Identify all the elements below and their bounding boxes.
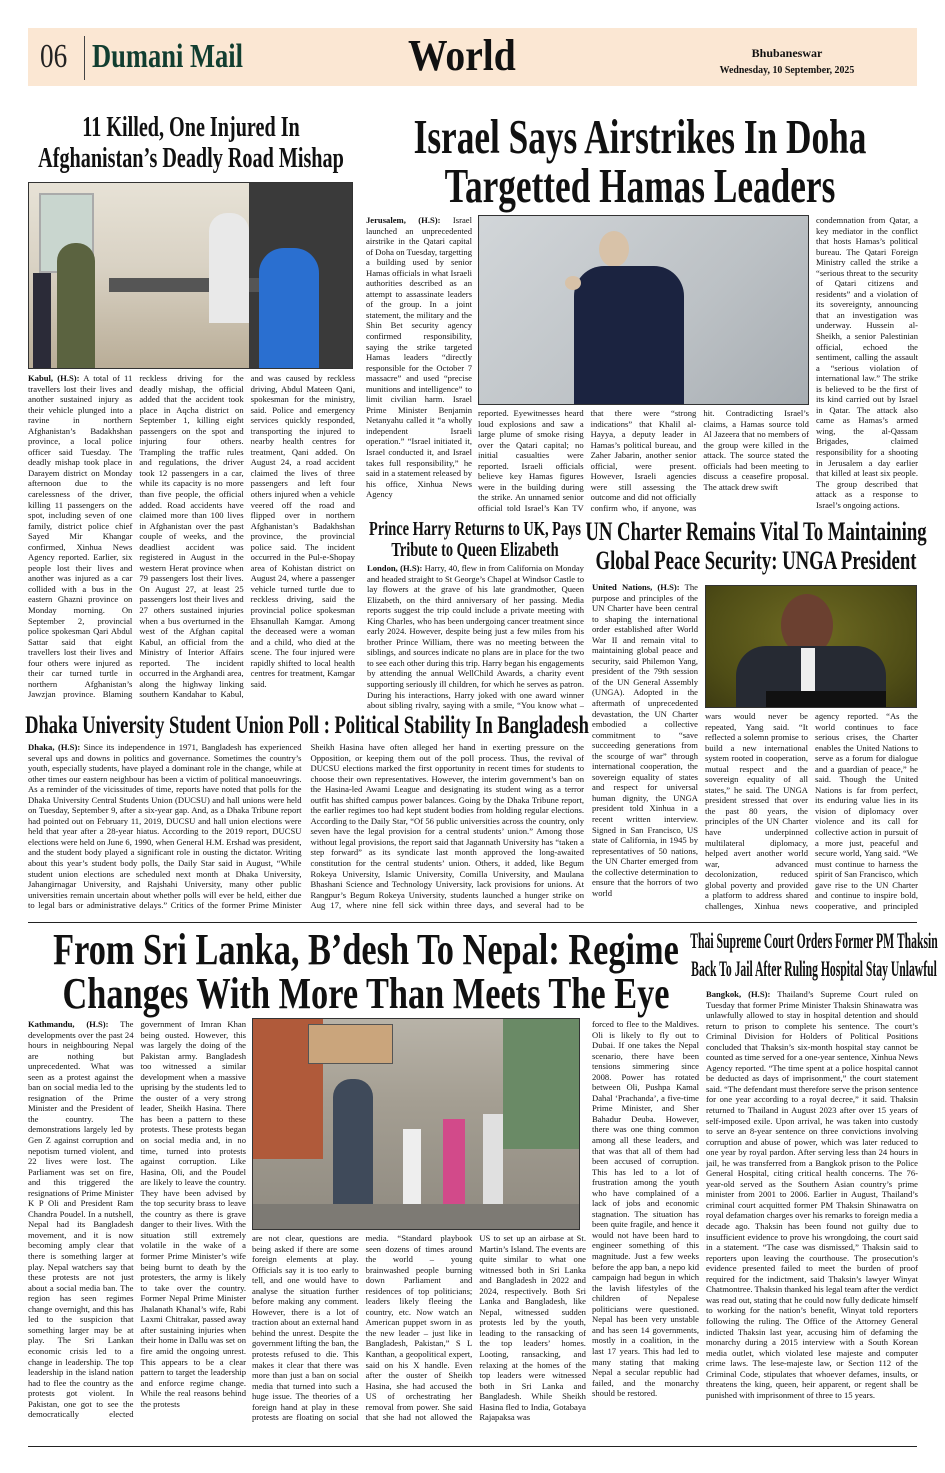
israel-article-body-2 (478, 408, 809, 517)
headline-line: Israel Says Airstrikes In Doha (413, 109, 866, 164)
unga-president-photo (705, 585, 917, 708)
dateline: Kathmandu, (H.S): (28, 1019, 109, 1029)
harry-article-body (367, 563, 584, 711)
dhaka-headline (24, 712, 589, 741)
headline-line: UN Charter Remains Vital To Maintaining (584, 517, 927, 546)
headline-line: From Sri Lanka, B’desh To Nepal: Regime (52, 925, 679, 974)
un-article-body-2 (705, 711, 918, 918)
dateline: Bangkok, (H.S): (706, 989, 771, 999)
page-number: 06 (40, 38, 68, 75)
edition-date: Wednesday, 10 September, 2025 (719, 64, 855, 76)
thai-headline (689, 928, 938, 986)
section-title: World (408, 31, 516, 80)
afghan-accident-photo (28, 182, 353, 369)
article-text: are not clear, questions are being asked if there are some foreign elements at play. Officials say it is too early to tell, and one would have to analyse the situation further before making any comment. However, there is a lot of traction about an external hand behind the unrest. Despite the government lifting the ban, the protests refused to die. This makes it clear that there was more than just a ban on social media that turned into such a huge issue. The theories of a foreign hand at play in these protests are floating on social media. “Standard playbook seen dozens of times around the world – young brainwashed people burning down Parliament and residences of top politicians; leaders likely fleeing the country, etc. Now watch an American puppet sworn in as the new leader – just like in Bangladesh, Pakistan,” S L Kanthan, a geopolitical expert, said on his X handle. Even after the ouster of Sheikh Hasina, she had accused the US of orchestrating her removal from power. She said that she had not allowed the US to set up an airbase at St. Martin’s Island. The events are quite similar to what one witnessed both in Sri Lanka and Bangladesh in 2022 and 2024, respectively. Both Sri Lanka and Bangladesh, like Nepal, witnessed sudden protests led by the youth, leading to the ransacking of the top leaders’ homes. Looting, ransacking, and relaxing at the homes of the top leaders were witnessed both in Sri Lanka and Bangladesh. While Sheikh Hasina fled to India, Gotabaya Rajapaksa was (252, 1233, 586, 1423)
nepal-article-body-1 (28, 1019, 246, 1435)
afghan-headline (28, 114, 353, 178)
israel-article-body-3 (816, 215, 918, 517)
un-headline (584, 517, 927, 577)
article-text: wars would never be repeated, Yang said. “It reflected a solemn promise to build a new international system rooted in cooperation, mutual respect and the sovereign equality of all states,” he said. The UNGA president stressed that over the past 80 years, the principles of the UN Charter have underpinned multilateral diplomacy, helped avert another world war, advanced decolonization, reduced global poverty and provided a platform to address shared challenges, Xinhua news agency reported. “As the world continues to face serious crises, the Charter enables the United Nations to serve as a forum for dialogue and a guardian of peace,” he said. Though the United Nations is far from perfect, its enduring value lies in its vision of diplomacy over violence and its call for collective action in pursuit of a more just, peaceful and secure world, Yang said. “We must continue to harness the spirit of San Francisco, which gave rise to the UN Charter and continue to inspire bold, cooperative, and principled (705, 711, 918, 911)
article-text: condemnation from Qatar, a key mediator in the conflict that hosts Hamas’s political bureau. The Qatari Foreign Ministry called the strike a “serious threat to the security of Qatari citizens and residents” and a violation of its sovereignty, announcing that an investigation was underway. Hussein al-Sheikh, a senior Palestinian official, echoed the sentiment, calling the assault a “serious violation of international law.” The strike is believed to be the first of its kind carried out by Israel in Qatar. The attack also came as Hamas’s armed wing, the al-Qassam Brigades, claimed responsibility for a shooting in Jerusalem a day earlier that killed at least six people. The group described that attack as a response to Israel’s ongoing actions. (816, 215, 918, 510)
afghan-article-body (28, 373, 355, 711)
dateline: Dhaka, (H.S): (28, 742, 81, 752)
newspaper-name: Dumani Mail (92, 38, 244, 75)
thai-article-body (706, 989, 918, 1437)
bottom-rule (28, 1446, 917, 1447)
masthead (28, 28, 917, 86)
nepal-protest-photo (252, 1018, 580, 1230)
article-text: forced to flee to the Maldives. Oli is likely to fly out to Dubai. If one takes the Nepal scenario, there have been tensions simmering since 2008. Power has rotated between Oli, Pushpa Kamal Dahal ‘Prachanda’, a five-time Prime Minister, and Sher Bahadur Deuba. However, there was one thing common among all these leaders, and that was that all of them had been accused of corruption. This has led to a lot of frustration among the youth who have complained of a lack of jobs and economic stagnation. The situation has been quite fragile, and hence it would not have been hard to engineer something of this magnitude. Just a few weeks before the app ban, a nepo kid campaign had begun in which the lavish lifestyles of the children of Nepalese politicians were questioned. Nepal has been very unstable and has seen 14 governments, mostly in a coalition, in the last 17 years. This had led to many stating that making Nepal a secular republic had failed, and the monarchy should be restored. (592, 1019, 699, 1399)
article-text: The developments over the past 24 hours in neighbouring Nepal are nothing but unprecedented. What was seen as a protest against the ban on social media led to the resignation of the Prime Minister and the President of the country. The demonstrations largely led by Gen Z against corruption and nepotism turned violent, and 22 lives were lost. The Parliament was set on fire, and this triggered the resignations of Prime Minister K P Oli and President Ram Chandra Poudel. In a nutshell, Nepal had its Bangladesh movement, and it is now becoming amply clear that there is something larger at play. Nepal watchers say that these protests are not just about a social media ban. The region has seen regimes change overnight, and this has led to the suspicion that something larger may be at play. The Sri Lankan economic crisis led to a change in leadership. The top leadership in the island nation had to flee the country as the protests got violent. In Pakistan, one got to see the democratically elected government of Imran Khan being ousted. However, this was largely the doing of the Pakistan army. Bangladesh too witnessed a similar development when a massive uprising by the students led to the ouster of a very strong leader, Sheikh Hasina. There has been a pattern to these protests. These protests began on social media and, in no time, turned into protests against corruption. Like Hasina, Oli, and the Poudel are likely to leave the country. They have been advised by the top security brass to leave the country as there is grave danger to their lives. With the situation still extremely volatile in the wake of a former Prime Minister’s wife being burnt to death by the protesters, the army is likely to take over the country. Former Nepal Prime Minister Jhalanath Khanal’s wife, Rabi Laxmi Chitrakar, passed away after sustaining injuries when their home in Dallu was set on fire amid the ongoing unrest. This appears to be a clear pattern to target the leadership and enforce regime change. While the real reasons behind the protests (28, 1019, 246, 1420)
headline-line: Prince Harry Returns to UK, Pays (368, 518, 581, 540)
dhaka-article-body (28, 742, 584, 919)
article-text: The purpose and principles of the UN Charter have been central to shaping the international order established after World War II and remain vital to maintaining global peace and security, said Philemon Yang, president of the 79th session of the UN General Assembly (UNGA). Adopted in the aftermath of unprecedented devastation, the UN Charter embodied a collective commitment to “save succeeding generations from the scourge of war” through international cooperation, the sovereign equality of states and respect for universal human dignity, the UNGA president told Xinhua in a recent written interview. Signed in San Francisco, US state of California, in 1945 by representatives of 50 nations, the UN Charter emerged from the collective determination to ensure that the horrors of two world (592, 582, 698, 898)
dateline: Kabul, (H.S): (28, 373, 80, 383)
article-text: Harry, 40, flew in from California on Monday and headed straight to St George’s Chapel at Windsor Castle to lay flowers at the grave of his late grandmother, Queen Elizabeth, on the third anniversary of her passing. Media reports suggest the trip could include a private meeting with King Charles, who has been undergoing cancer treatment since early 2024. However, despite being just a few miles from his brother Prince William, there was no meeting between the siblings, and sources indicate no plans are in place for the two to see each other during this trip. Harry began his engagements by attending the annual WellChild Awards, a charity event supporting seriously ill children, for which he serves as patron. During his interactions, Harry joked with one award winner about sibling rivalry, saying with a smile, “You know what – (367, 563, 584, 711)
section-divider (28, 922, 917, 923)
harry-headline (362, 519, 587, 561)
netanyahu-photo (478, 215, 809, 405)
masthead-divider (84, 36, 85, 80)
article-text: Thailand’s Supreme Court ruled on Tuesday that former Prime Minister Thaksin Shinawatra was unlawfully allowed to stay in hospital detention and should return to prison to complete his sentence. The court’s Criminal Division for Holders of Political Positions concluded that Thaksin’s six-month hospital stay cannot be counted as time served for a one-year sentence, Xinhua News Agency reported. “The time spent at a police hospital cannot be deducted as days of imprisonment,” the court statement said. “The defendant must therefore serve the prison sentence for one year according to a royal decree,” it said. Thaksin returned to Thailand in August 2023 after over 15 years of self-imposed exile. Upon arrival, he was taken into custody to serve an 8-year sentence on three convictions involving corruption and abuse of power, which was later reduced to one year by royal pardon. After serving less than 24 hours in jail, he was transferred from a Bangkok prison to the Police General Hospital, citing critical health concerns. The 76-year-old served as the Southern Asian country’s prime minister from 2001 to 2006. Earlier in August, Thailand’s criminal court acquitted former PM Thaksin Shinawatra on royal defamation charges over his remarks to foreign media a decade ago. Thaksin has been found not guilty due to insufficient evidence to prove his wrongdoing, the court said in a statement. “The case was dismissed,” Thaksin said to reporters upon leaving the courthouse. The prosecution’s evidence presented failed to meet the burden of proof required for the indictment, said Thaksin’s lawyer Winyat Chatmontree. Thaksin thanked his legal team after the verdict was read out, stating that he could now fully dedicate himself to working for the nation’s benefit, Winyat told reporters following the ruling. The Office of the Attorney General indicted Thaksin last year, accusing him of defaming the monarchy during a 2015 interview with a South Korean media outlet, which violated lese majeste and computer crime laws. The lese-majeste law, or Section 112 of the Criminal Code, stipulates that whoever defames, insults, or threatens the king, queen, heir apparent, or regent shall be punished with imprisonment of three to 15 years. (706, 989, 918, 1400)
headline-line: Back To Jail After Ruling Hospital Stay Unlawful (690, 956, 937, 981)
dateline: United Nations, (H.S): (592, 582, 680, 592)
headline-line: Afghanistan’s Deadly Road Mishap (37, 143, 344, 174)
article-text: A total of 11 travellers lost their lives and another sustained injury as their vehicle plunged into a ravine in northern Afghanistan’s Badakhshan province, a local police officer said Tuesday. The deadly mishap took place in Darayem district on Monday afternoon due to the carelessness of the driver, killing 11 passengers on the spot, including seven of one family, district police chief Sayed Mir Khangar confirmed, Xinhua News Agency reported. Earlier, six people lost their lives and another was injured as a car collided with a bus in the eastern Ghazni province on Monday morning. On September 2, provincial police spokesman Qari Abdul Sattar said that eight travellers lost their lives and four others were injured as their car turned turtle in northern Afghanistan’s Jawzjan province. Blaming reckless driving for the deadly mishap, the official added that the accident took place in Aqcha district on September 1, killing eight passengers on the spot and injuring four others. Trampling the traffic rules and regulations, the driver took 12 passengers in a car, while its capacity is no more than five people, the official added. Road accidents have claimed more than 100 lives in Afghanistan over the past couple of weeks, and the deadliest accident was registered in August in the western Herat province when 79 passengers lost their lives. On August 27, at least 25 passengers lost their lives and 27 others sustained injuries when a bus overturned in the west of the Afghan capital Kabul, an official from the Ministry of Interior Affairs reported. The incident occurred in the Arghandi area, along the highway linking southern Kandahar to Kabul, and was caused by reckless driving, Abdul Mateen Qani, spokesman for the ministry, said. Police and emergency services quickly responded, transporting the injured to nearby health centres for treatment, Qani added. On August 24, a road accident claimed the lives of three passengers and left four others injured when a vehicle veered off the road and flipped over in northern Afghanistan’s Badakhshan province, the provincial police said. The incident occurred in the Pul-e-Shopay area of Kohistan district on August 24, where a passenger vehicle turned turtle due to reckless driving, said the provincial police spokesman Ehsanullah Kamgar. Among the deceased were a woman and a child, who died at the scene. The four injured were rapidly shifted to local health centres for treatment, Kamgar said. (28, 373, 355, 700)
article-text: reported. Eyewitnesses heard loud explosions and saw a large plume of smoke rising over the Qatari capital; no initial casualties were reported. Israeli officials believe key Hamas figures were in the building during the strike. An unnamed senior official told Israel’s Kan TV that there were “strong indications” that Khalil al-Hayya, a deputy leader in Hamas’s political bureau, and Zaher Jabarin, another senior official, were present. However, Israeli agencies were still assessing the outcome and did not officially confirm who, if anyone, was hit. Contradicting Israel’s claims, a Hamas source told Al Jazeera that no members of the group were killed in the attack. The source stated the officials had been meeting to discuss a ceasefire proposal. The attack drew swift (478, 408, 809, 513)
nepal-headline (28, 925, 703, 1018)
headline-line: Changes With More Than Meets The Eye (61, 969, 670, 1018)
israel-article-body-1 (366, 215, 472, 517)
headline-line: Global Peace Security: UNGA President (595, 546, 916, 575)
headline-line: Targetted Hamas Leaders (444, 158, 835, 213)
headline-line: Tribute to Queen Elizabeth (390, 539, 559, 561)
un-article-body-1 (592, 582, 698, 918)
article-text: Since its independence in 1971, Bangladesh has experienced several ups and downs in politics and governance. Sometimes the country’s youth, especially students, have played a dominant role in the change, while at other times our eastern neighbour has been a victim of political manoeuvrings. As a reminder of the vicissitudes of time, reports have noted that polls for the Dhaka University Central Students Union (DUCSU) and hall unions were held on Tuesday, September 9, after a six-year gap. And, as a Dhaka Tribune report had pointed out on February 11, 2019, DUCSU and hall union elections were held that year after a 28-year hiatus. According to the 2019 report, DUCSU elections were held on June 6, 1990, when General H.M. Ershad was president, and the student body played a significant role in ousting the dictator. Writing about this year’s student body polls, the Daily Star said in August, “While student union elections are scheduled next month at Dhaka University, Jahangirnagar University, and Rajshahi University, many other public universities remain uncertain about whether polls will ever be held, either due to legal bars or administrative delays.” Critics of the former Prime Minister Sheikh Hasina have often alleged her hand in exerting pressure on the Opposition, or keeping them out of the poll process. Thus, the revival of DUCSU elections marked the first opportunity in recent times for students to choose their own representatives. However, the interim government’s ban on the Hasina-led Awami League and designating its student wing as a terror outfit has shifted campus power balances. Going by the Dhaka Tribune report, the earlier regimes too had kept student bodies from holding regular elections. According to the Daily Star, “Of 56 public universities across the country, only seven have the legal provision for a central students’ union.” Among those without legal provisions, the report said that Jagannath University has “taken a step forward” as its syndicate last month approved the long-awaited constitution for the central students’ union. Others, it added, like Begum Rokeya University, Islamic University, Comilla University, and Maulana Bhashani Science and Technology University, lack provisions for unions. At Rangpur’s Begum Rokeya University, students launched a hunger strike on Aug 17, where nine fell sick within three days, and several had to be (28, 742, 584, 911)
headline-line: Dhaka University Student Union Poll : Political Stability In Bangladesh (24, 712, 589, 739)
nepal-article-body-3 (592, 1019, 699, 1435)
israel-headline (362, 109, 917, 213)
edition-city: Bhubaneswar (751, 46, 823, 60)
nepal-article-body-2 (252, 1233, 586, 1435)
headline-line: Thai Supreme Court Orders Former PM Thaksin (689, 928, 938, 953)
headline-line: 11 Killed, One Injured In (81, 112, 300, 143)
dateline: Jerusalem, (H.S): (366, 215, 441, 225)
article-text: Israel launched an unprecedented airstrike in the Qatari capital of Doha on Tuesday, targetting a building used by senior Hamas officials in what Israeli authorities described as an attempt to assassinate leaders of the group. In a joint statement, the military and the Shin Bet security agency confirmed responsibility, saying the strike targeted Hamas leaders “directly responsible for the October 7 massacre” and used “precise munitions and intelligence” to limit civilian harm. Israel Prime Minister Benjamin Netanyahu called it “a wholly independent Israeli operation.” “Israel initiated it, Israel conducted it, and Israel takes full responsibility,” he said in a statement released by his office, Xinhua News Agency (366, 215, 472, 500)
dateline: London, (H.S): (367, 563, 423, 573)
